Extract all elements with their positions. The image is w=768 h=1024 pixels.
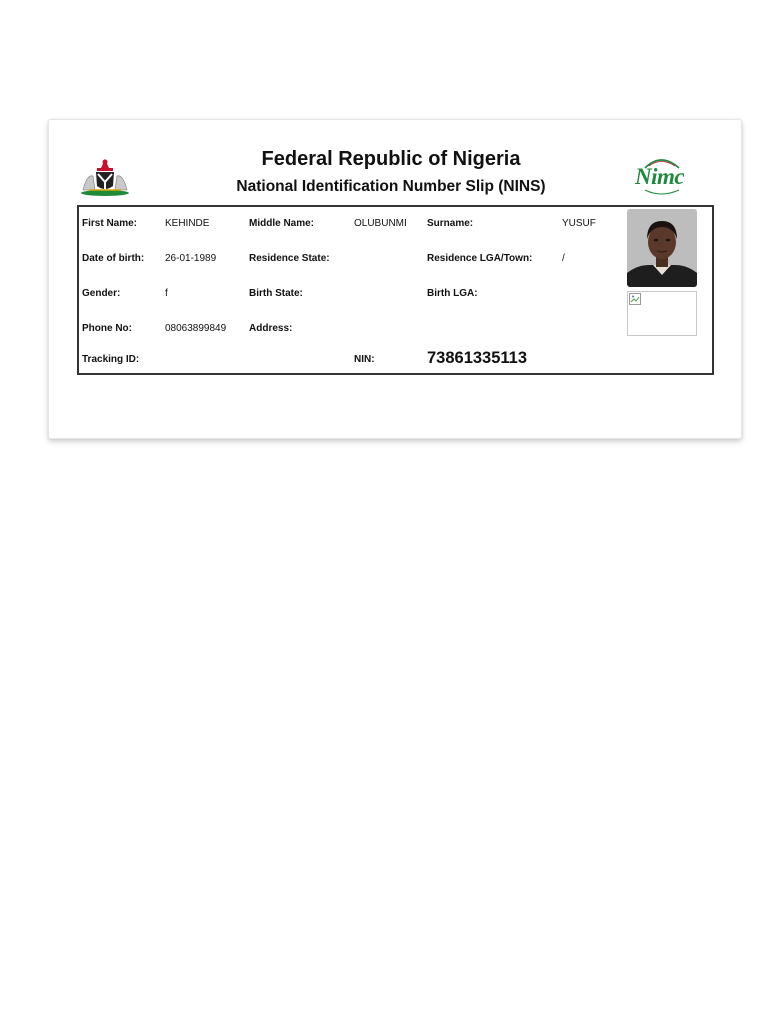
tracking-id-label: Tracking ID: — [82, 354, 140, 365]
residence-state-label: Residence State: — [249, 253, 330, 264]
person-photo-icon — [627, 209, 697, 287]
residence-lga-label: Residence LGA/Town: — [427, 253, 533, 264]
first-name-value: KEHINDE — [165, 218, 210, 229]
nimc-logo-text: Nimc — [635, 164, 685, 189]
nin-value: 73861335113 — [427, 349, 528, 367]
broken-image-icon — [629, 293, 641, 305]
details-table — [77, 205, 714, 375]
gender-value: f — [165, 288, 168, 299]
dob-value: 26-01-1989 — [165, 253, 217, 264]
nimc-logo — [631, 154, 693, 198]
document-subtitle: National Identification Number Slip (NINS) — [236, 178, 546, 195]
nin-label: NIN: — [354, 354, 375, 365]
nin-slip — [48, 119, 742, 439]
birth-state-label: Birth State: — [249, 288, 303, 299]
surname-label: Surname: — [427, 218, 474, 229]
holder-photo — [627, 209, 697, 287]
dob-label: Date of birth: — [82, 253, 145, 264]
surname-value: YUSUF — [562, 218, 596, 229]
phone-value: 08063899849 — [165, 323, 227, 334]
phone-label: Phone No: — [82, 323, 132, 334]
first-name-label: First Name: — [82, 218, 138, 229]
gender-label: Gender: — [82, 288, 121, 299]
residence-lga-value: / — [562, 253, 565, 264]
birth-lga-label: Birth LGA: — [427, 288, 478, 299]
document-title: Federal Republic of Nigeria — [261, 148, 521, 170]
image-placeholder — [627, 291, 697, 336]
middle-name-label: Middle Name: — [249, 218, 315, 229]
middle-name-value: OLUBUNMI — [354, 218, 407, 229]
address-label: Address: — [249, 323, 293, 334]
